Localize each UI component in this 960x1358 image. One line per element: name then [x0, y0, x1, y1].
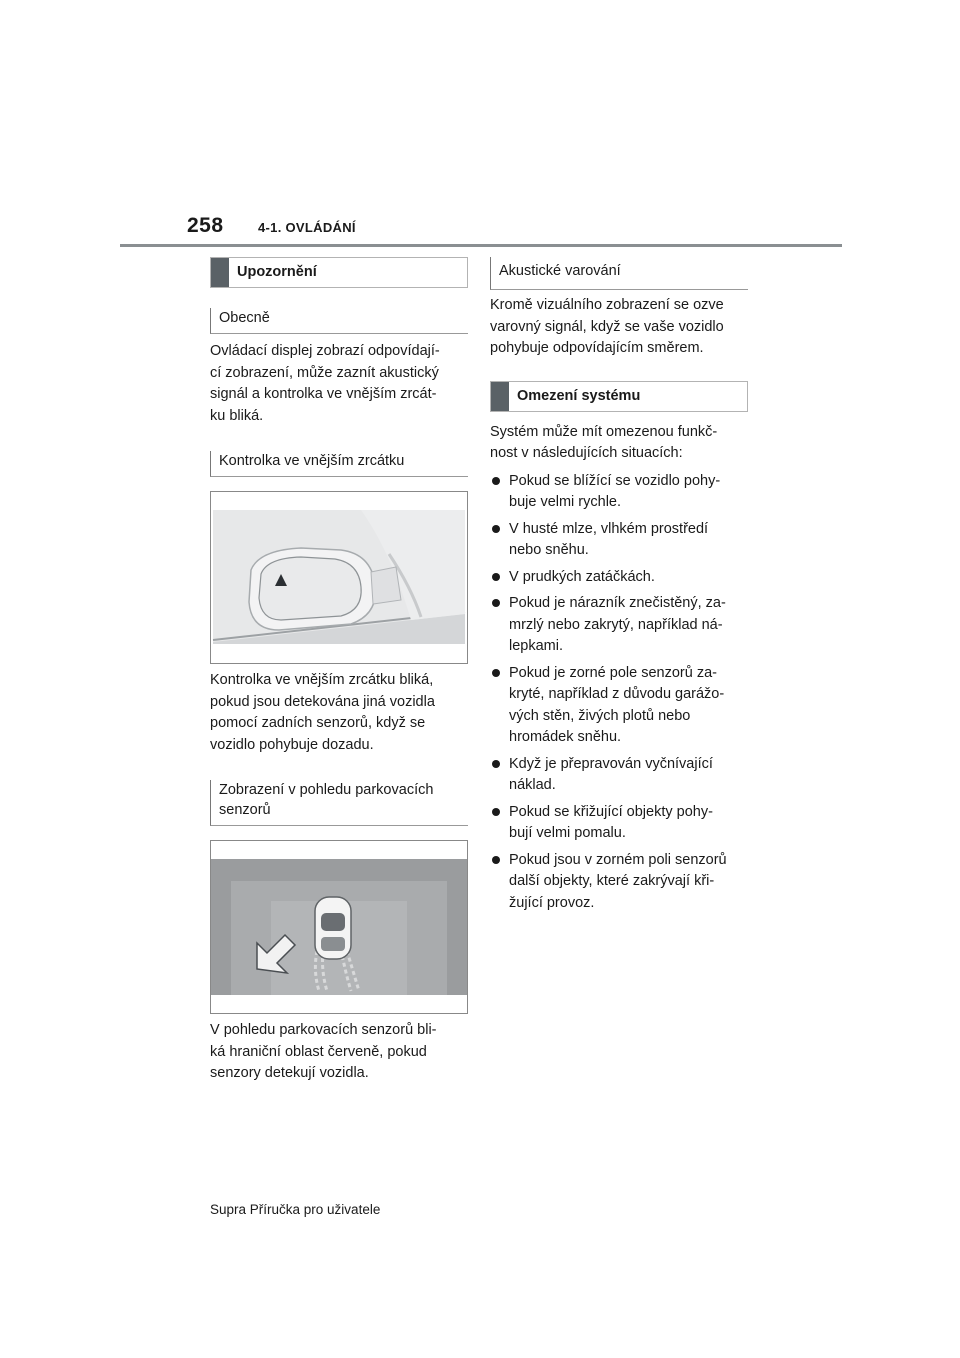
system-limits-heading-box [490, 381, 748, 412]
text-line: pohybuje odpovídajícím směrem. [490, 340, 704, 356]
paragraph-mirror-indicator [210, 670, 468, 756]
text-line: lepkami. [509, 638, 563, 654]
left-column [210, 257, 468, 1085]
list-item [490, 567, 748, 589]
bullet-icon [492, 573, 500, 581]
text-line: signál a kontrolka ve vnějším zrcát- [210, 386, 437, 402]
text-line: Kontrolka ve vnějším zrcátku bliká, [210, 672, 434, 688]
text-line: bují velmi pomalu. [509, 825, 626, 841]
list-item [490, 850, 748, 915]
list-item [490, 663, 748, 749]
text-line: Ovládací displej zobrazí odpovídají- [210, 343, 440, 359]
subheading-acoustic-warning: Akustické varování [490, 257, 748, 290]
text-line: Zobrazení v pohledu parkovacích [219, 782, 434, 798]
right-column [490, 257, 748, 919]
text-line: pomocí zadních senzorů, když se [210, 715, 426, 731]
text-line: ká hraniční oblast červeně, pokud [210, 1043, 427, 1060]
side-mirror-image [211, 492, 467, 663]
limitations-list [490, 471, 748, 915]
text-line: Pokud se blížící se vozidlo pohy- [509, 472, 721, 489]
text-line: ku bliká. [210, 407, 264, 424]
subheading-mirror-indicator: Kontrolka ve vnějším zrcátku [210, 451, 468, 477]
text-line: nebo sněhu. [509, 542, 589, 558]
bullet-icon [492, 477, 500, 485]
bullet-icon [492, 808, 500, 816]
heading-bar [491, 382, 509, 411]
text-line: V prudkých zatáčkách. [509, 568, 655, 585]
text-line: nost v následujících situacích: [490, 445, 683, 461]
text-line: pokud jsou detekována jiná vozidla [210, 693, 435, 710]
text-line: Pokud jsou v zorném poli senzorů [509, 851, 727, 868]
paragraph-parking-view [210, 1020, 468, 1085]
footer-text: Supra Příručka pro uživatele [210, 1202, 381, 1217]
bullet-icon [492, 599, 500, 607]
text-line: žující provoz. [509, 894, 595, 911]
paragraph-general [210, 341, 468, 427]
bullet-icon [492, 856, 500, 864]
text-line: varovný signál, když se vaše vozidlo [490, 318, 724, 335]
text-line: Pokud je nárazník znečistěný, za- [509, 595, 726, 611]
text-line: Kromě vizuálního zobrazení se ozve [490, 297, 724, 313]
text-line: Pokud je zorné pole senzorů za- [509, 664, 717, 681]
text-line: V pohledu parkovacích senzorů bli- [210, 1022, 437, 1038]
parking-view-illustration [210, 840, 468, 1014]
text-line: vých stěn, živých plotů nebo [509, 707, 691, 724]
text-line: náklad. [509, 777, 556, 793]
bullet-icon [492, 525, 500, 533]
text-line: Pokud se křižující objekty pohy- [509, 803, 713, 820]
text-line: senzory detekují vozidla. [210, 1065, 369, 1081]
list-item [490, 593, 748, 658]
text-line: buje velmi rychle. [509, 494, 622, 510]
text-line: další objekty, které zakrývají kři- [509, 873, 715, 889]
text-line: Když je přepravován vyčnívající [509, 755, 713, 772]
page-number: 258 [187, 214, 224, 237]
mirror-illustration [210, 491, 468, 664]
text-line: hromádek sněhu. [509, 729, 622, 745]
heading-bar [211, 258, 229, 287]
list-item [490, 471, 748, 514]
list-item [490, 802, 748, 845]
paragraph-acoustic-warning [490, 295, 748, 360]
text-line: senzorů [219, 802, 271, 818]
warning-heading: Upozornění [237, 264, 317, 280]
paragraph-system-limits [490, 422, 748, 465]
list-item [490, 519, 748, 562]
bullet-icon [492, 760, 500, 768]
subheading-parking-view [210, 780, 468, 826]
text-line: vozidlo pohybuje dozadu. [210, 736, 374, 753]
header-divider [120, 244, 842, 247]
text-line: cí zobrazení, může zaznít akustický [210, 364, 439, 381]
text-line: mrzlý nebo zakrytý, například ná- [509, 616, 723, 633]
text-line: kryté, například z důvodu garážo- [509, 686, 725, 702]
system-limits-heading: Omezení systému [517, 387, 641, 404]
list-item [490, 754, 748, 797]
chapter-title: 4-1. OVLÁDÁNÍ [258, 220, 356, 235]
warning-heading-box [210, 257, 468, 288]
subheading-general: Obecně [210, 308, 468, 334]
text-line: V husté mlze, vlhkém prostředí [509, 520, 709, 537]
bullet-icon [492, 669, 500, 677]
text-line: Systém může mít omezenou funkč- [490, 423, 718, 440]
parking-sensor-image [211, 841, 467, 1013]
